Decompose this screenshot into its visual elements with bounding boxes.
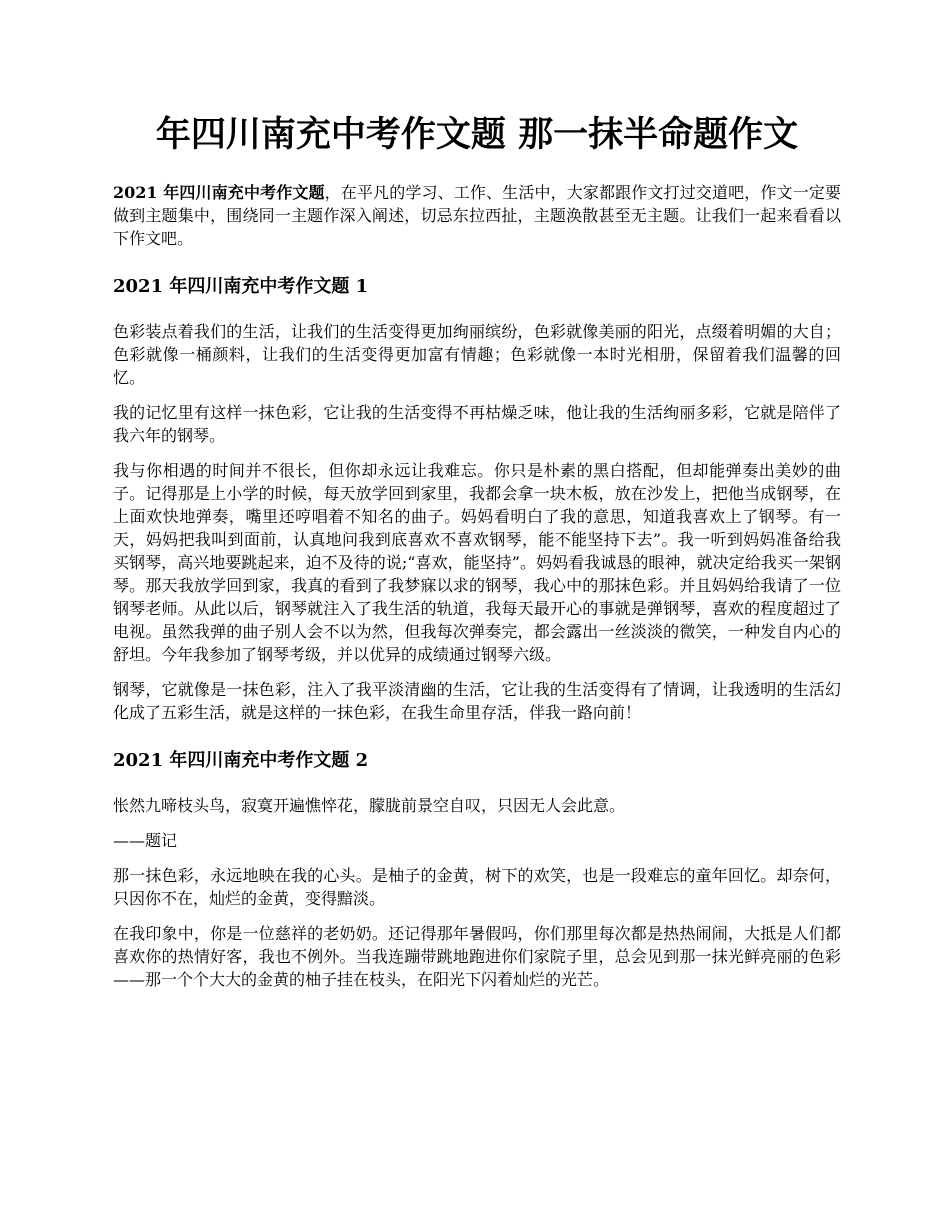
document-page xyxy=(113,0,841,991)
intro-text: ，在平凡的学习、工作、生活中，大家都跟作文打过交道吧，作文一定要做到主题集中，围绕同一主题作深入阐述，切忌东拉西扯，主题涣散甚至无主题。让我们一起来看看以下作文吧。 xyxy=(113,183,841,248)
section-1-paragraph-2: 我的记忆里有这样一抹色彩，它让我的生活变得不再枯燥乏味，他让我的生活绚丽多彩，它就是陪伴了我六年的钢琴。 xyxy=(113,403,841,445)
intro-lead: 2021 年四川南充中考作文题 xyxy=(113,183,325,202)
section-2-paragraph-4: 在我印象中，你是一位慈祥的老奶奶。还记得那年暑假吗，你们那里每次都是热热闹闹，大抵是人们都喜欢你的热情好客，我也不例外。当我连蹦带跳地跑进你们家院子里，总会见到那一抹光鲜亮丽的色彩——那一个个大大的金黄的柚子挂在枝头，在阳光下闪着灿烂的光芒。 xyxy=(113,924,841,989)
intro-paragraph xyxy=(113,181,841,250)
document-title: 年四川南充中考作文题 那一抹半命题作文 xyxy=(155,114,799,155)
section-2-paragraph-1: 怅然九啼枝头鸟，寂寞开遍憔悴花，朦胧前景空自叹，只因无人会此意。 xyxy=(113,796,626,815)
section-1-paragraph-3: 我与你相遇的时间并不很长，但你却永远让我难忘。你只是朴素的黑白搭配，但却能弹奏出美妙的曲子。记得那是上小学的时候，每天放学回到家里，我都会拿一块木板，放在沙发上，把他当成钢琴，在上面欢快地弹奏，嘴里还哼唱着不知名的曲子。妈妈看明白了我的意思，知道我喜欢上了钢琴。有一天，妈妈把我叫到面前，认真地问我到底喜欢不喜欢钢琴，能不能坚持下去”。我一听到妈妈准备给我买钢琴，高兴地要跳起来，迫不及待的说;“喜欢，能坚持”。妈妈看我诚恳的眼神，就决定给我买一架钢琴。那天我放学回到家，我真的看到了我梦寐以求的钢琴，我心中的那抹色彩。并且妈妈给我请了一位钢琴老师。从此以后，钢琴就注入了我生活的轨道，我每天最开心的事就是弹钢琴，喜欢的程度超过了电视。虽然我弹的曲子别人会不以为然，但我每次弹奏完，都会露出一丝淡淡的微笑，一种发自内心的舒坦。今年我参加了钢琴考级，并以优异的成绩通过钢琴六级。 xyxy=(113,461,841,664)
section-2-paragraph-3: 那一抹色彩，永远地映在我的心头。是柚子的金黄，树下的欢笑，也是一段难忘的童年回忆。却奈何，只因你不在，灿烂的金黄，变得黯淡。 xyxy=(113,866,841,908)
section-1-paragraph-4: 钢琴，它就像是一抹色彩，注入了我平淡清幽的生活，它让我的生活变得有了情调，让我透明的生活幻化成了五彩生活，就是这样的一抹色彩，在我生命里存活，伴我一路向前！ xyxy=(113,680,841,722)
section-1-paragraph-1: 色彩装点着我们的生活，让我们的生活变得更加绚丽缤纷，色彩就像美丽的阳光，点缀着明媚的大自；色彩就像一桶颜料，让我们的生活变得更加富有情趣；色彩就像一本时光相册，保留着我们温馨的回忆。 xyxy=(113,322,841,387)
section-heading-2: 2021 年四川南充中考作文题 2 xyxy=(113,750,369,771)
section-heading-1: 2021 年四川南充中考作文题 1 xyxy=(113,276,369,297)
section-2-paragraph-2: ——题记 xyxy=(113,831,178,850)
